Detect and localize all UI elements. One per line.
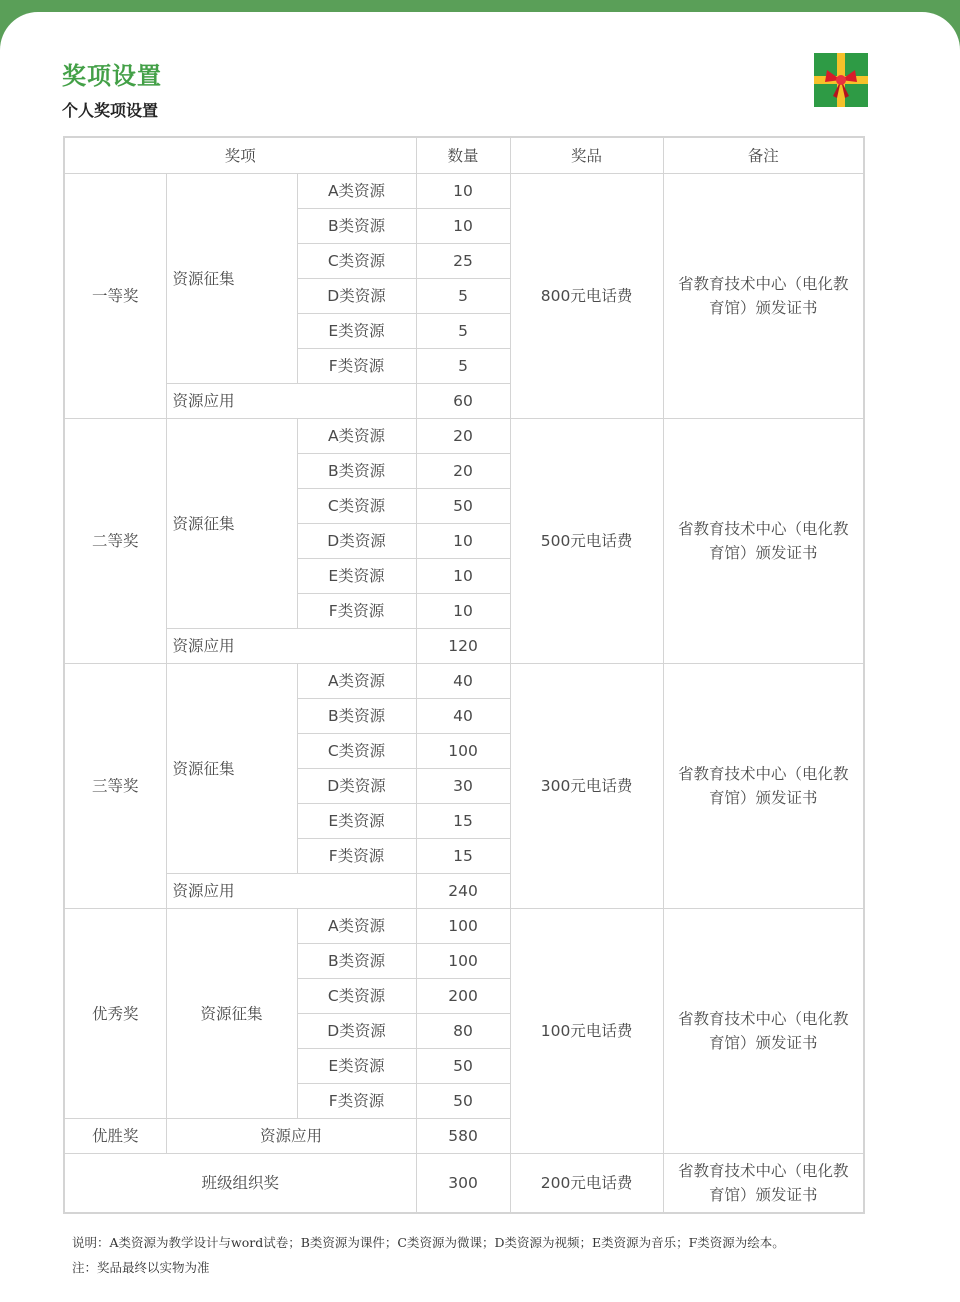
resource-count: 20	[416, 454, 510, 489]
resource-type: A类资源	[297, 174, 416, 209]
remark-cell: 省教育技术中心（电化教育馆）颁发证书	[663, 419, 864, 664]
prize-cell: 500元电话费	[510, 419, 663, 664]
apply-count: 240	[416, 874, 510, 909]
collect-label: 资源征集	[166, 419, 297, 629]
tier-name: 一等奖	[64, 174, 166, 419]
resource-type: B类资源	[297, 944, 416, 979]
content-card	[0, 12, 960, 1302]
tier-name: 二等奖	[64, 419, 166, 664]
resource-type: A类资源	[297, 419, 416, 454]
table-row	[64, 664, 864, 699]
notes	[72, 1230, 785, 1280]
resource-count: 10	[416, 174, 510, 209]
resource-type: E类资源	[297, 804, 416, 839]
resource-count: 40	[416, 664, 510, 699]
apply-label: 资源应用	[166, 1119, 416, 1154]
note-explanation: 说明：A类资源为教学设计与word试卷；B类资源为课件；C类资源为微课；D类资源为视频；E类资源为音乐；F类资源为绘本。	[72, 1235, 785, 1250]
resource-type: D类资源	[297, 769, 416, 804]
header-quantity: 数量	[416, 137, 510, 174]
table-row	[64, 174, 864, 209]
remark-cell: 省教育技术中心（电化教育馆）颁发证书	[663, 664, 864, 909]
table-row	[64, 1154, 864, 1214]
resource-count: 100	[416, 734, 510, 769]
resource-type: D类资源	[297, 524, 416, 559]
resource-type: F类资源	[297, 1084, 416, 1119]
note-disclaimer: 注：奖品最终以实物为准	[72, 1260, 210, 1275]
resource-count: 100	[416, 909, 510, 944]
table-header-row	[64, 137, 864, 174]
resource-count: 10	[416, 559, 510, 594]
resource-type: B类资源	[297, 454, 416, 489]
resource-type: F类资源	[297, 349, 416, 384]
resource-count: 5	[416, 349, 510, 384]
apply-label: 资源应用	[166, 629, 416, 664]
resource-type: B类资源	[297, 209, 416, 244]
resource-count: 50	[416, 1084, 510, 1119]
resource-type: E类资源	[297, 559, 416, 594]
resource-count: 5	[416, 279, 510, 314]
resource-count: 10	[416, 209, 510, 244]
section-subtitle: 个人奖项设置	[62, 101, 159, 120]
tier-name: 优秀奖	[64, 909, 166, 1119]
resource-type: D类资源	[297, 1014, 416, 1049]
resource-type: F类资源	[297, 839, 416, 874]
header-remark: 备注	[663, 137, 864, 174]
resource-type: C类资源	[297, 489, 416, 524]
resource-type: E类资源	[297, 314, 416, 349]
page-title: 奖项设置	[62, 62, 162, 90]
remark-cell: 省教育技术中心（电化教育馆）颁发证书	[663, 174, 864, 419]
resource-count: 100	[416, 944, 510, 979]
resource-count: 50	[416, 1049, 510, 1084]
apply-label: 资源应用	[166, 384, 416, 419]
header-award: 奖项	[64, 137, 416, 174]
collect-label: 资源征集	[166, 909, 297, 1119]
class-award-name: 班级组织奖	[64, 1154, 416, 1214]
resource-count: 30	[416, 769, 510, 804]
resource-count: 15	[416, 839, 510, 874]
resource-count: 80	[416, 1014, 510, 1049]
resource-type: A类资源	[297, 909, 416, 944]
apply-count: 120	[416, 629, 510, 664]
resource-count: 200	[416, 979, 510, 1014]
table-row	[64, 419, 864, 454]
resource-count: 5	[416, 314, 510, 349]
prize-cell: 800元电话费	[510, 174, 663, 419]
resource-type: D类资源	[297, 279, 416, 314]
resource-type: C类资源	[297, 244, 416, 279]
apply-count: 580	[416, 1119, 510, 1154]
resource-count: 40	[416, 699, 510, 734]
resource-type: B类资源	[297, 699, 416, 734]
resource-type: E类资源	[297, 1049, 416, 1084]
prize-table	[63, 136, 865, 1214]
table-row	[64, 909, 864, 944]
prize-cell: 300元电话费	[510, 664, 663, 909]
resource-type: C类资源	[297, 734, 416, 769]
resource-count: 20	[416, 419, 510, 454]
prize-cell: 200元电话费	[510, 1154, 663, 1214]
prize-cell: 100元电话费	[510, 909, 663, 1154]
header-prize: 奖品	[510, 137, 663, 174]
apply-label: 资源应用	[166, 874, 416, 909]
resource-type: C类资源	[297, 979, 416, 1014]
resource-type: F类资源	[297, 594, 416, 629]
tier-name: 优胜奖	[64, 1119, 166, 1154]
remark-cell: 省教育技术中心（电化教育馆）颁发证书	[663, 909, 864, 1154]
resource-count: 15	[416, 804, 510, 839]
resource-count: 50	[416, 489, 510, 524]
gift-box-icon	[813, 52, 869, 108]
collect-label: 资源征集	[166, 174, 297, 384]
resource-count: 10	[416, 524, 510, 559]
remark-cell: 省教育技术中心（电化教育馆）颁发证书	[663, 1154, 864, 1214]
resource-count: 25	[416, 244, 510, 279]
apply-count: 60	[416, 384, 510, 419]
class-award-count: 300	[416, 1154, 510, 1214]
resource-count: 10	[416, 594, 510, 629]
collect-label: 资源征集	[166, 664, 297, 874]
resource-type: A类资源	[297, 664, 416, 699]
tier-name: 三等奖	[64, 664, 166, 909]
